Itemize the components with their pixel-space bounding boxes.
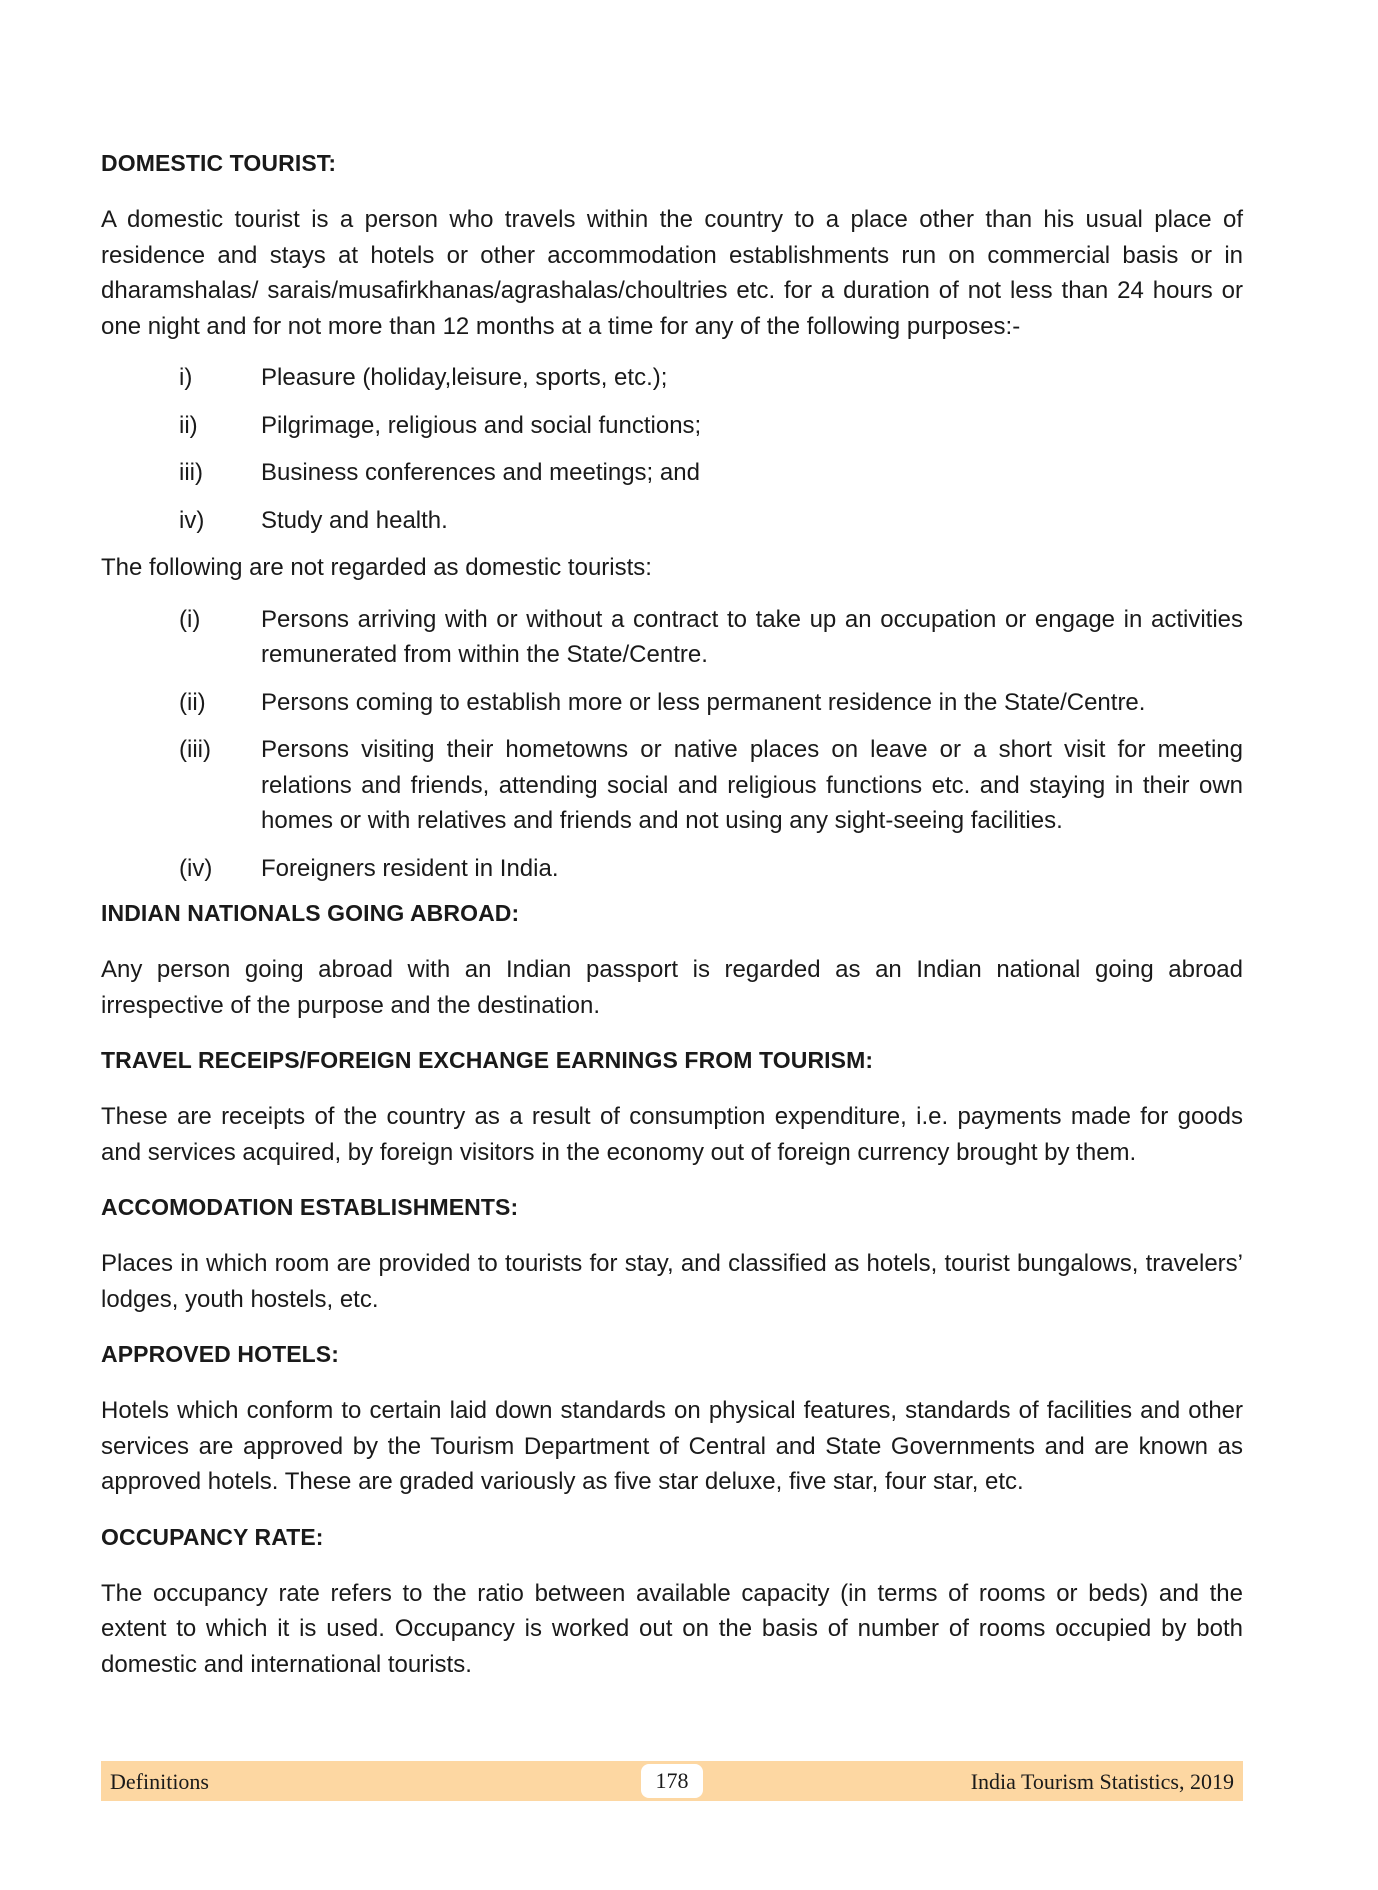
occupancy-rate-definition: The occupancy rate refers to the ratio between available capacity (in terms of rooms or beds) and the extent to which it is used. Occupancy is worked out on the basis of number of rooms occupied by both domestic and international tourists. xyxy=(101,1579,1243,1678)
list-item xyxy=(101,408,1243,444)
accommodation-definition: Places in which room are provided to tourists for stay, and classified as hotels, tourist bungalows, travelers’ lodges, youth hostels, etc. xyxy=(101,1250,1243,1313)
list-item-text: Pilgrimage, religious and social functions; xyxy=(261,411,702,439)
footer-section-label: Definitions xyxy=(110,1769,209,1794)
list-item xyxy=(101,685,1243,721)
page-number: 178 xyxy=(641,1764,703,1798)
list-item-number: iv) xyxy=(179,506,205,534)
accommodation-heading: ACCOMODATION ESTABLISHMENTS: xyxy=(101,1194,519,1220)
list-item-text: Foreigners resident in India. xyxy=(261,854,559,882)
list-item-number: i) xyxy=(179,364,193,391)
list-item xyxy=(101,851,1243,887)
list-item-text: Persons arriving with or without a contract to take up an occupation or engage in activities remunerated from within the State/Centre. xyxy=(261,605,1243,668)
occupancy-rate-heading: OCCUPANCY RATE: xyxy=(101,1523,324,1550)
domestic-tourist-definition: A domestic tourist is a person who travels within the country to a place other than his usual place of residence and stays at hotels or other accommodation establishments run on commercial basis or in dharamshalas/ sarais/musafirkhanas/agrashalas/choultries etc. for a duration of not less than 24 hours or one night and for not more than 12 months at a time for any of the following purposes:- xyxy=(101,206,1243,340)
list-item-number: iii) xyxy=(179,459,203,486)
domestic-tourist-heading: DOMESTIC TOURIST: xyxy=(101,150,337,176)
list-item xyxy=(101,503,1243,539)
purposes-list xyxy=(101,360,1243,538)
list-item-number: (i) xyxy=(179,605,201,633)
list-item xyxy=(101,602,1243,673)
list-item xyxy=(101,732,1243,839)
indian-nationals-definition: Any person going abroad with an Indian passport is regarded as an Indian national going abroad irrespective of the purpose and the destination. xyxy=(101,956,1243,1019)
not-regarded-intro: The following are not regarded as domestic tourists: xyxy=(101,554,652,581)
indian-nationals-heading: INDIAN NATIONALS GOING ABROAD: xyxy=(101,900,520,926)
footer-publication-title: India Tourism Statistics, 2019 xyxy=(970,1769,1234,1794)
list-item-number: (ii) xyxy=(179,688,206,716)
approved-hotels-heading: APPROVED HOTELS: xyxy=(101,1341,340,1367)
list-item-number: (iv) xyxy=(179,854,213,882)
list-item-text: Pleasure (holiday,leisure, sports, etc.); xyxy=(261,364,668,391)
list-item xyxy=(101,455,1243,491)
approved-hotels-definition: Hotels which conform to certain laid down standards on physical features, standards of facilities and other services are approved by the Tourism Department of Central and State Governments and are known as approved hotels. These are graded variously as five star deluxe, five star, four star, etc. xyxy=(101,1397,1243,1495)
page-content xyxy=(101,148,1243,1682)
list-item-text: Study and health. xyxy=(261,506,448,534)
list-item-text: Persons coming to establish more or less permanent residence in the State/Centre. xyxy=(261,688,1146,716)
list-item-number: (iii) xyxy=(179,736,211,763)
travel-receipts-definition: These are receipts of the country as a result of consumption expenditure, i.e. payments made for goods and services acquired, by foreign visitors in the economy out of foreign currency brought by them. xyxy=(101,1103,1243,1166)
page-footer xyxy=(101,1761,1243,1801)
exclusions-list xyxy=(101,602,1243,887)
list-item-number: ii) xyxy=(179,411,198,439)
list-item-text: Persons visiting their hometowns or native places on leave or a short visit for meeting relations and friends, attending social and religious functions etc. and staying in their own homes or with relatives and friends and not using any sight-seeing facilities. xyxy=(261,736,1243,834)
list-item-text: Business conferences and meetings; and xyxy=(261,459,700,486)
travel-receipts-heading: TRAVEL RECEIPS/FOREIGN EXCHANGE EARNINGS FROM TOURISM: xyxy=(101,1047,874,1073)
list-item xyxy=(101,360,1243,396)
